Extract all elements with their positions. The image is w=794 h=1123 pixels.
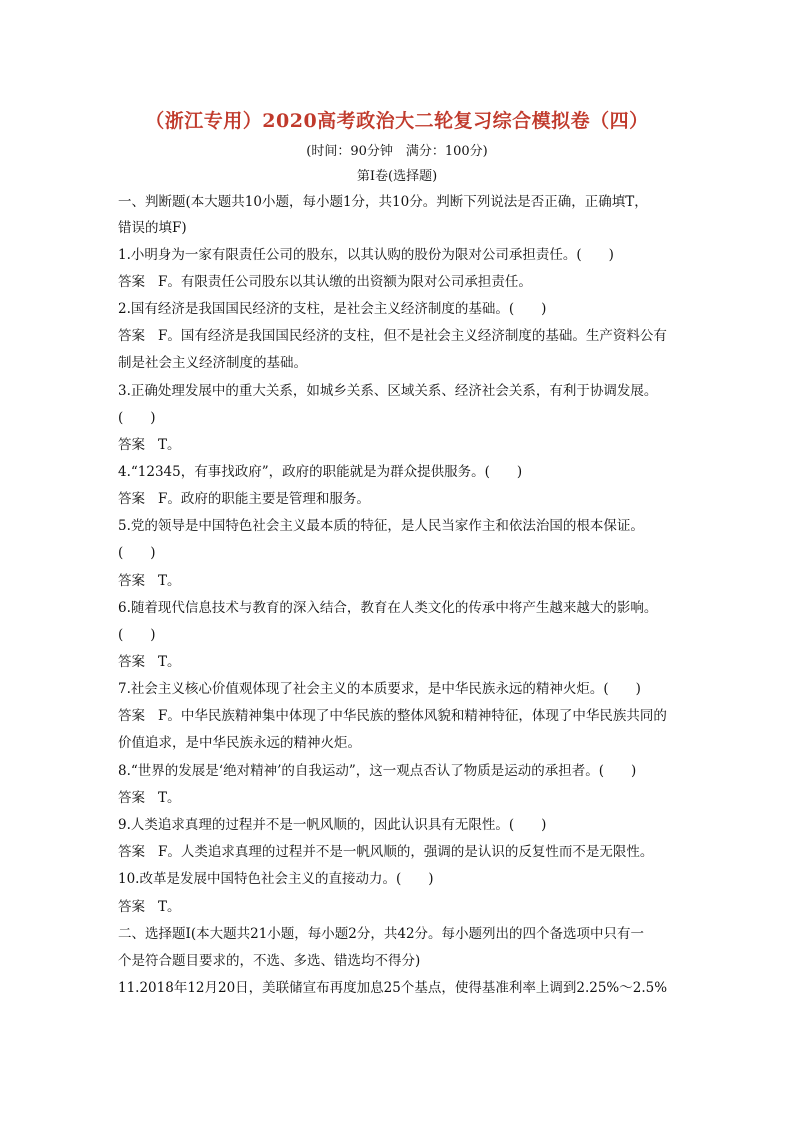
answer-7 xyxy=(118,707,688,725)
question-5-blank: ( ) xyxy=(118,545,156,561)
answer-7-text: F。中华民族精神集中体现了中华民族的整体风貌和精神特征，体现了中华民族共同的 xyxy=(158,708,667,724)
answer-3 xyxy=(118,436,688,454)
answer-label: 答案 xyxy=(118,844,145,860)
answer-7-cont: 价值追求，是中华民族永远的精神火炬。 xyxy=(118,735,361,751)
answer-label: 答案 xyxy=(118,328,145,344)
answer-10-text: T。 xyxy=(158,899,181,915)
answer-8 xyxy=(118,789,688,807)
answer-label: 答案 xyxy=(118,491,145,507)
answer-5-text: T。 xyxy=(158,573,181,589)
answer-label: 答案 xyxy=(118,654,145,670)
section1-heading-cont: 错误的填F) xyxy=(118,220,187,236)
answer-1-text: F。有限责任公司股东以其认缴的出资额为限对公司承担责任。 xyxy=(158,274,532,290)
question-8: 8.“世界的发展是‘绝对精神’的自我运动”，这一观点否认了物质是运动的承担者。( ) xyxy=(118,763,637,779)
answer-1 xyxy=(118,273,688,291)
answer-label: 答案 xyxy=(118,708,145,724)
answer-9-text: F。人类追求真理的过程并不是一帆风顺的，强调的是认识的反复性而不是无限性。 xyxy=(158,844,654,860)
answer-label: 答案 xyxy=(118,573,145,589)
answer-label: 答案 xyxy=(118,437,145,453)
answer-label: 答案 xyxy=(118,790,145,806)
answer-4-text: F。政府的职能主要是管理和服务。 xyxy=(158,491,370,507)
answer-6-text: T。 xyxy=(158,654,181,670)
answer-label: 答案 xyxy=(118,274,145,290)
answer-2 xyxy=(118,327,688,345)
answer-9 xyxy=(118,843,688,861)
answer-label: 答案 xyxy=(118,899,145,915)
exam-time-score: (时间：90分钟 满分：100分) xyxy=(306,144,488,159)
question-6: 6.随着现代信息技术与教育的深入结合，教育在人类文化的传承中将产生越来越大的影响。 xyxy=(118,600,658,616)
answer-10 xyxy=(118,898,688,916)
answer-4 xyxy=(118,490,688,508)
question-3: 3.正确处理发展中的重大关系，如城乡关系、区域关系、经济社会关系，有利于协调发展。 xyxy=(118,383,658,399)
answer-3-text: T。 xyxy=(158,437,181,453)
answer-6 xyxy=(118,653,688,671)
question-3-blank: ( ) xyxy=(118,410,156,426)
answer-8-text: T。 xyxy=(158,790,181,806)
question-7: 7.社会主义核心价值观体现了社会主义的本质要求，是中华民族永远的精神火炬。( ) xyxy=(118,681,641,697)
question-2: 2.国有经济是我国国民经济的支柱，是社会主义经济制度的基础。( ) xyxy=(118,301,547,317)
answer-2-text: F。国有经济是我国国民经济的支柱，但不是社会主义经济制度的基础。生产资料公有 xyxy=(158,328,667,344)
document-title: （浙江专用）2020高考政治大二轮复习综合模拟卷（四） xyxy=(145,110,649,132)
question-9: 9.人类追求真理的过程并不是一帆风顺的，因此认识具有无限性。( ) xyxy=(118,817,547,833)
question-10: 10.改革是发展中国特色社会主义的直接动力。( ) xyxy=(118,871,434,887)
section2-heading-cont: 个是符合题目要求的，不选、多选、错选均不得分) xyxy=(118,953,421,969)
question-11: 11.2018年12月20日，美联储宣布再度加息25个基点，使得基准利率上调到2.25%～2.5% xyxy=(118,980,668,996)
section2-heading: 二、选择题Ⅰ(本大题共21小题，每小题2分，共42分。每小题列出的四个备选项中只有一 xyxy=(118,926,645,942)
answer-2-cont: 制是社会主义经济制度的基础。 xyxy=(118,355,307,371)
answer-5 xyxy=(118,572,688,590)
volume-heading: 第Ⅰ卷(选择题) xyxy=(356,169,438,184)
question-4: 4.“12345，有事找政府”，政府的职能就是为群众提供服务。( ) xyxy=(118,464,523,480)
question-1: 1.小明身为一家有限责任公司的股东，以其认购的股份为限对公司承担责任。( ) xyxy=(118,247,614,263)
question-6-blank: ( ) xyxy=(118,627,156,643)
section1-heading: 一、判断题(本大题共10小题，每小题1分，共10分。判断下列说法是否正确，正确填T， xyxy=(118,194,648,210)
question-5: 5.党的领导是中国特色社会主义最本质的特征，是人民当家作主和依法治国的根本保证。 xyxy=(118,518,644,534)
